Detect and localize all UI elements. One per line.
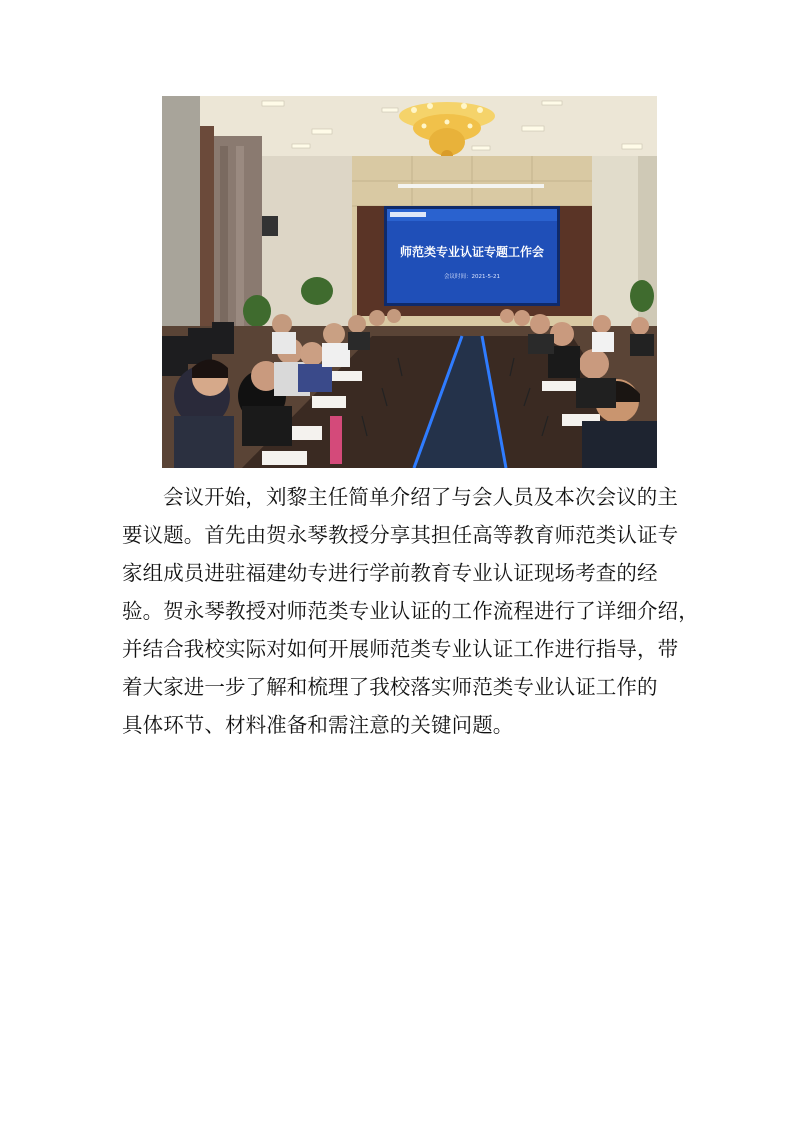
screen-title: 师范类专业认证专题工作会 (399, 245, 545, 259)
body-paragraph (122, 478, 699, 744)
paragraph-line: 要议题。首先由贺永琴教授分享其担任高等教育师范类认证专 (122, 523, 679, 547)
screen-date: 会议时间：2021-5-21 (444, 274, 500, 280)
paragraph-line: 会议开始，刘黎主任简单介绍了与会人员及本次会议的主 (163, 485, 678, 509)
paragraph-line: 验。贺永琴教授对师范类专业认证的工作流程进行了详细介绍， (122, 599, 699, 623)
paragraph-line: 具体环节、材料准备和需注意的关键问题。 (122, 713, 514, 737)
meeting-photo (162, 96, 657, 468)
paragraph-line: 家组成员进驻福建幼专进行学前教育专业认证现场考查的经 (122, 561, 658, 585)
paragraph-line: 着大家进一步了解和梳理了我校落实师范类专业认证工作的 (122, 675, 658, 699)
paragraph-line: 并结合我校实际对如何开展师范类专业认证工作进行指导，带 (122, 637, 679, 661)
